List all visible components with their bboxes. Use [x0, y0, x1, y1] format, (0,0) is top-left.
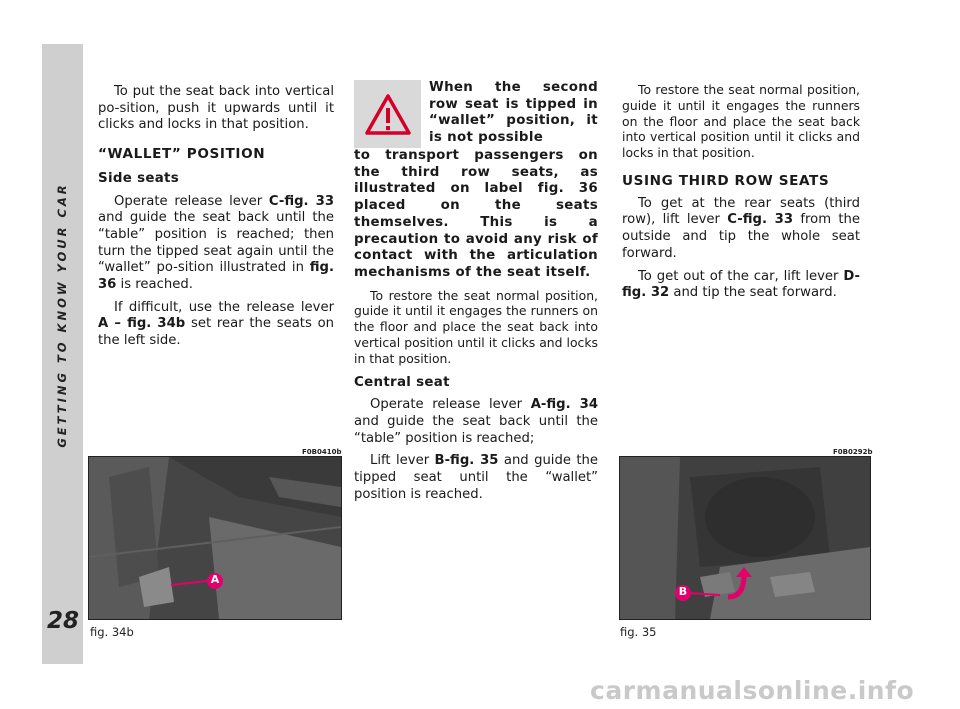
paragraph: Lift lever B-fig. 35 and guide the tipped seat until the “wallet” position is reached.: [354, 453, 599, 502]
watermark: carmanualsonline.info: [590, 676, 915, 705]
heading-third-row: USING THIRD ROW SEATS: [622, 172, 830, 189]
column-3: [622, 82, 860, 308]
warning-text-continued: to transport passengers on the third row seats, as illustrated on label fig. 36 placed on the seats themselves. This is a precaution to avoid any risk of contact with the articulation mechanisms of the seat itself.: [354, 148, 598, 280]
figure-code: F0B0410b: [302, 448, 342, 456]
figure-caption: fig. 35: [620, 625, 657, 639]
paragraph: To get at the rear seats (third row), lift lever C-fig. 33 from the outside and tip the whole seat forward.: [622, 195, 861, 261]
paragraph: If difficult, use the release lever A – fig. 34b set rear the seats on the left side.: [98, 299, 334, 349]
marker-label: B: [678, 585, 688, 598]
subheading-side-seats: Side seats: [98, 170, 180, 186]
paragraph: Operate release lever C-fig. 33 and guide the seat back until the “table” position is reached; then turn the tipped seat again until the “wallet” po-sition illustrated in fig. 36 is reached.: [98, 193, 334, 293]
section-title: GETTING TO KNOW YOUR CAR: [55, 182, 69, 448]
column-1: [98, 84, 334, 356]
warning-block: [354, 80, 598, 148]
paragraph: To get out of the car, lift lever D-fig. 32 and tip the seat forward.: [622, 268, 860, 301]
figure-34b-photo: [88, 456, 342, 620]
figure-35-photo: [619, 456, 871, 620]
marker-label: A: [210, 573, 220, 586]
warning-text-start: When the second row seat is tipped in “wallet” position, it is not possible: [429, 80, 598, 146]
page-number: 28: [46, 608, 79, 634]
paragraph: Operate release lever A-fig. 34 and guide the seat back until the “table” position is reached;: [354, 397, 598, 446]
paragraph: To restore the seat normal position, guide it until it engages the runners on the floor and place the seat back into vertical position until it clicks and locks in that position.: [354, 287, 598, 366]
column-2: [354, 80, 598, 510]
heading-wallet-position: “WALLET” POSITION: [98, 146, 266, 163]
figure-caption: fig. 34b: [90, 625, 134, 639]
subheading-central-seat: Central seat: [354, 374, 450, 390]
warning-icon: [354, 80, 421, 148]
paragraph: To put the seat back into vertical po-sition, push it upwards until it clicks and locks in that position.: [98, 84, 334, 133]
paragraph: To restore the seat normal position, guide it until it engages the runners on the floor and place the seat back into vertical position until it clicks and locks in that position.: [622, 82, 860, 161]
figure-code: F0B0292b: [833, 448, 873, 456]
